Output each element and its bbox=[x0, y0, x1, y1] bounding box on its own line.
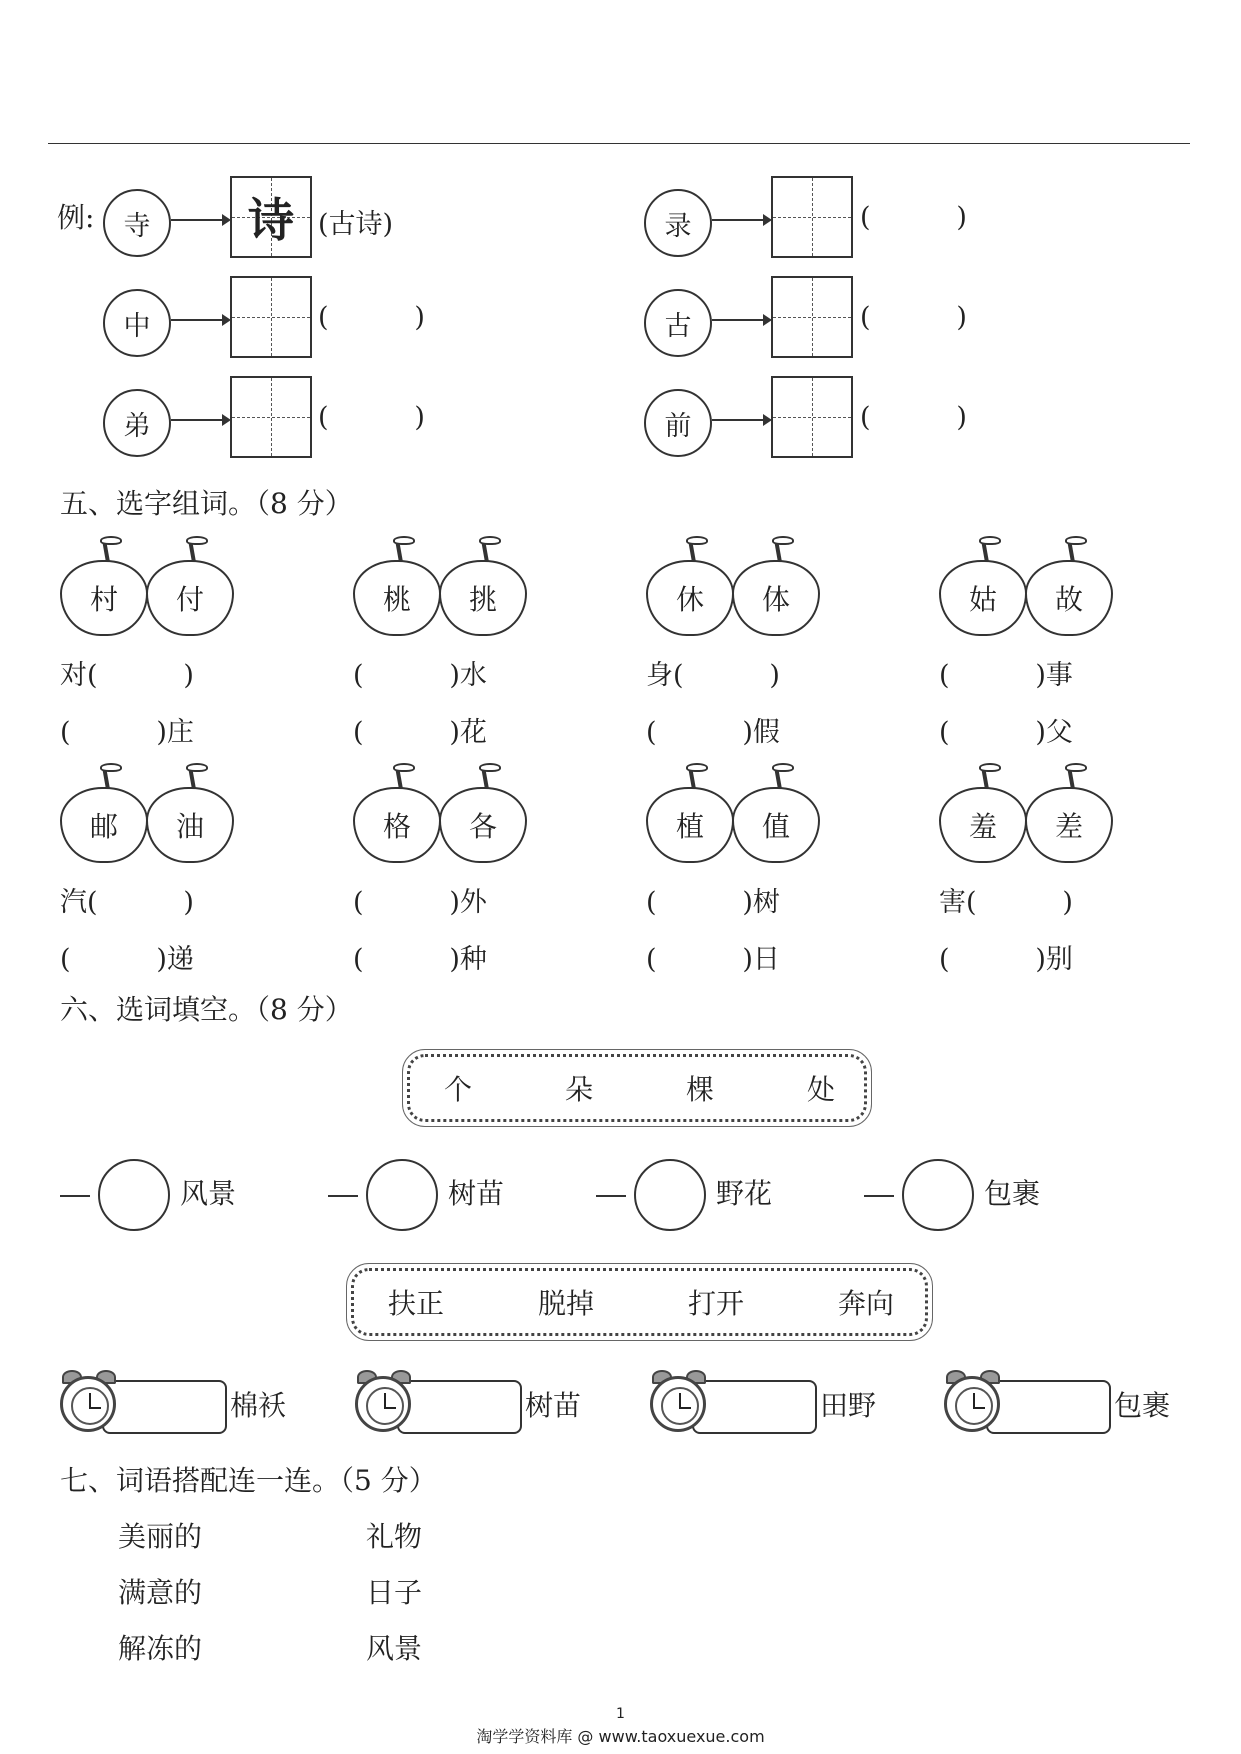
answer-box[interactable] bbox=[397, 1380, 522, 1434]
section-7-title: 七、词语搭配连一连。（5 分） bbox=[60, 1464, 437, 1497]
word-blank[interactable]: ( )种 bbox=[353, 944, 487, 975]
arrow bbox=[712, 219, 770, 221]
word-paren-blank[interactable]: ( ) bbox=[318, 302, 425, 333]
verb-target-word: 包裹 bbox=[1114, 1389, 1171, 1422]
apple-char: 羞 bbox=[939, 787, 1027, 863]
alarm-clock-icon bbox=[60, 1376, 116, 1432]
apple-leaf bbox=[100, 763, 122, 772]
word-paren-blank[interactable]: ( ) bbox=[860, 402, 967, 433]
measure-target-word: 树苗 bbox=[448, 1177, 505, 1210]
bank-word: 脱掉 bbox=[538, 1287, 595, 1320]
apple-leaf bbox=[772, 536, 794, 545]
measure-target-word: 野花 bbox=[716, 1177, 773, 1210]
apple-leaf bbox=[479, 536, 501, 545]
answer-circle[interactable] bbox=[98, 1159, 170, 1231]
tian-grid-answer[interactable] bbox=[771, 376, 853, 458]
arrow bbox=[171, 319, 229, 321]
apple-leaf bbox=[1065, 536, 1087, 545]
clock-hand bbox=[89, 1393, 91, 1407]
apple-leaf bbox=[100, 536, 122, 545]
word-blank[interactable]: ( )外 bbox=[353, 887, 487, 918]
bank-word: 扶正 bbox=[388, 1287, 445, 1320]
arrow bbox=[171, 219, 229, 221]
example-word: (古诗) bbox=[318, 209, 394, 240]
clock-hand bbox=[89, 1407, 101, 1409]
apple-char: 姑 bbox=[939, 560, 1027, 636]
yi-dash bbox=[596, 1195, 626, 1197]
clock-hand bbox=[384, 1393, 386, 1407]
word-bank-measure bbox=[407, 1054, 867, 1122]
apple-leaf bbox=[979, 763, 1001, 772]
tian-grid-answer[interactable] bbox=[230, 376, 312, 458]
answer-circle[interactable] bbox=[902, 1159, 974, 1231]
word-blank[interactable]: ( )假 bbox=[646, 717, 780, 748]
header-rule bbox=[48, 143, 1190, 144]
match-right-word[interactable]: 风景 bbox=[366, 1632, 423, 1665]
apple-leaf bbox=[393, 763, 415, 772]
word-blank[interactable]: ( )别 bbox=[939, 944, 1073, 975]
bank-word: 奔向 bbox=[838, 1287, 895, 1320]
bank-word: 朵 bbox=[565, 1073, 594, 1106]
example-answer: 诗 bbox=[248, 193, 294, 247]
apple-char: 付 bbox=[146, 560, 234, 636]
tian-grid-example bbox=[230, 176, 312, 258]
match-left-word[interactable]: 美丽的 bbox=[118, 1520, 203, 1553]
word-paren-blank[interactable]: ( ) bbox=[318, 402, 425, 433]
word-bank-verbs bbox=[351, 1268, 928, 1336]
tian-grid-answer[interactable] bbox=[230, 276, 312, 358]
word-blank[interactable]: 身( ) bbox=[646, 660, 780, 691]
answer-circle[interactable] bbox=[634, 1159, 706, 1231]
apple-char: 村 bbox=[60, 560, 148, 636]
alarm-clock-icon bbox=[355, 1376, 411, 1432]
arrow bbox=[171, 419, 229, 421]
word-blank[interactable]: ( )递 bbox=[60, 944, 194, 975]
apple-char: 邮 bbox=[60, 787, 148, 863]
arrow bbox=[712, 419, 770, 421]
word-blank[interactable]: 害( ) bbox=[939, 887, 1073, 918]
apple-char: 格 bbox=[353, 787, 441, 863]
section-5-title: 五、选字组词。（8 分） bbox=[60, 487, 353, 520]
apple-leaf bbox=[186, 763, 208, 772]
verb-target-word: 田野 bbox=[820, 1389, 877, 1422]
page-number: 1 bbox=[616, 1706, 625, 1722]
base-char-circle: 古 bbox=[644, 289, 712, 357]
apple-leaf bbox=[686, 763, 708, 772]
base-char-circle: 弟 bbox=[103, 389, 171, 457]
bank-word: 打开 bbox=[688, 1287, 745, 1320]
base-char-circle: 中 bbox=[103, 289, 171, 357]
bank-word: 棵 bbox=[686, 1073, 715, 1106]
footer-source: 淘学学资料库 @ www.taoxuexue.com bbox=[476, 1727, 765, 1746]
match-left-word[interactable]: 满意的 bbox=[118, 1576, 203, 1609]
word-blank[interactable]: ( )花 bbox=[353, 717, 487, 748]
apple-leaf bbox=[186, 536, 208, 545]
word-blank[interactable]: ( )日 bbox=[646, 944, 780, 975]
clock-hand bbox=[973, 1393, 975, 1407]
word-blank[interactable]: ( )事 bbox=[939, 660, 1073, 691]
word-paren-blank[interactable]: ( ) bbox=[860, 202, 967, 233]
verb-target-word: 树苗 bbox=[525, 1389, 582, 1422]
apple-char: 油 bbox=[146, 787, 234, 863]
base-char-circle: 前 bbox=[644, 389, 712, 457]
bank-word: 个 bbox=[444, 1073, 473, 1106]
match-left-word[interactable]: 解冻的 bbox=[118, 1632, 203, 1665]
apple-char: 各 bbox=[439, 787, 527, 863]
word-blank[interactable]: ( )父 bbox=[939, 717, 1073, 748]
apple-char: 休 bbox=[646, 560, 734, 636]
apple-char: 故 bbox=[1025, 560, 1113, 636]
yi-dash bbox=[328, 1195, 358, 1197]
answer-box[interactable] bbox=[986, 1380, 1111, 1434]
apple-leaf bbox=[1065, 763, 1087, 772]
answer-box[interactable] bbox=[692, 1380, 817, 1434]
apple-leaf bbox=[393, 536, 415, 545]
clock-hand bbox=[679, 1393, 681, 1407]
yi-dash bbox=[864, 1195, 894, 1197]
alarm-clock-icon bbox=[944, 1376, 1000, 1432]
tian-grid-answer[interactable] bbox=[771, 276, 853, 358]
apple-char: 差 bbox=[1025, 787, 1113, 863]
example-label: 例: bbox=[57, 201, 95, 234]
word-paren-blank[interactable]: ( ) bbox=[860, 302, 967, 333]
word-blank[interactable]: ( )庄 bbox=[60, 717, 194, 748]
yi-dash bbox=[60, 1195, 90, 1197]
verb-target-word: 棉袄 bbox=[230, 1389, 287, 1422]
tian-grid-answer[interactable] bbox=[771, 176, 853, 258]
apple-char: 挑 bbox=[439, 560, 527, 636]
apple-char: 桃 bbox=[353, 560, 441, 636]
arrow bbox=[712, 319, 770, 321]
clock-hand bbox=[973, 1407, 985, 1409]
apple-leaf bbox=[686, 536, 708, 545]
match-right-word[interactable]: 礼物 bbox=[366, 1520, 423, 1553]
clock-hand bbox=[384, 1407, 396, 1409]
alarm-clock-icon bbox=[650, 1376, 706, 1432]
section-6-title: 六、选词填空。（8 分） bbox=[60, 993, 353, 1026]
bank-word: 处 bbox=[807, 1073, 836, 1106]
word-blank[interactable]: 汽( ) bbox=[60, 887, 194, 918]
word-blank[interactable]: ( )水 bbox=[353, 660, 487, 691]
measure-target-word: 包裹 bbox=[984, 1177, 1041, 1210]
apple-char: 体 bbox=[732, 560, 820, 636]
measure-target-word: 风景 bbox=[180, 1177, 237, 1210]
clock-hand bbox=[679, 1407, 691, 1409]
apple-leaf bbox=[772, 763, 794, 772]
apple-char: 植 bbox=[646, 787, 734, 863]
apple-char: 值 bbox=[732, 787, 820, 863]
match-right-word[interactable]: 日子 bbox=[366, 1576, 423, 1609]
base-char-circle: 录 bbox=[644, 189, 712, 257]
apple-leaf bbox=[979, 536, 1001, 545]
base-char-circle: 寺 bbox=[103, 189, 171, 257]
answer-circle[interactable] bbox=[366, 1159, 438, 1231]
word-blank[interactable]: ( )树 bbox=[646, 887, 780, 918]
answer-box[interactable] bbox=[102, 1380, 227, 1434]
apple-leaf bbox=[479, 763, 501, 772]
word-blank[interactable]: 对( ) bbox=[60, 660, 194, 691]
